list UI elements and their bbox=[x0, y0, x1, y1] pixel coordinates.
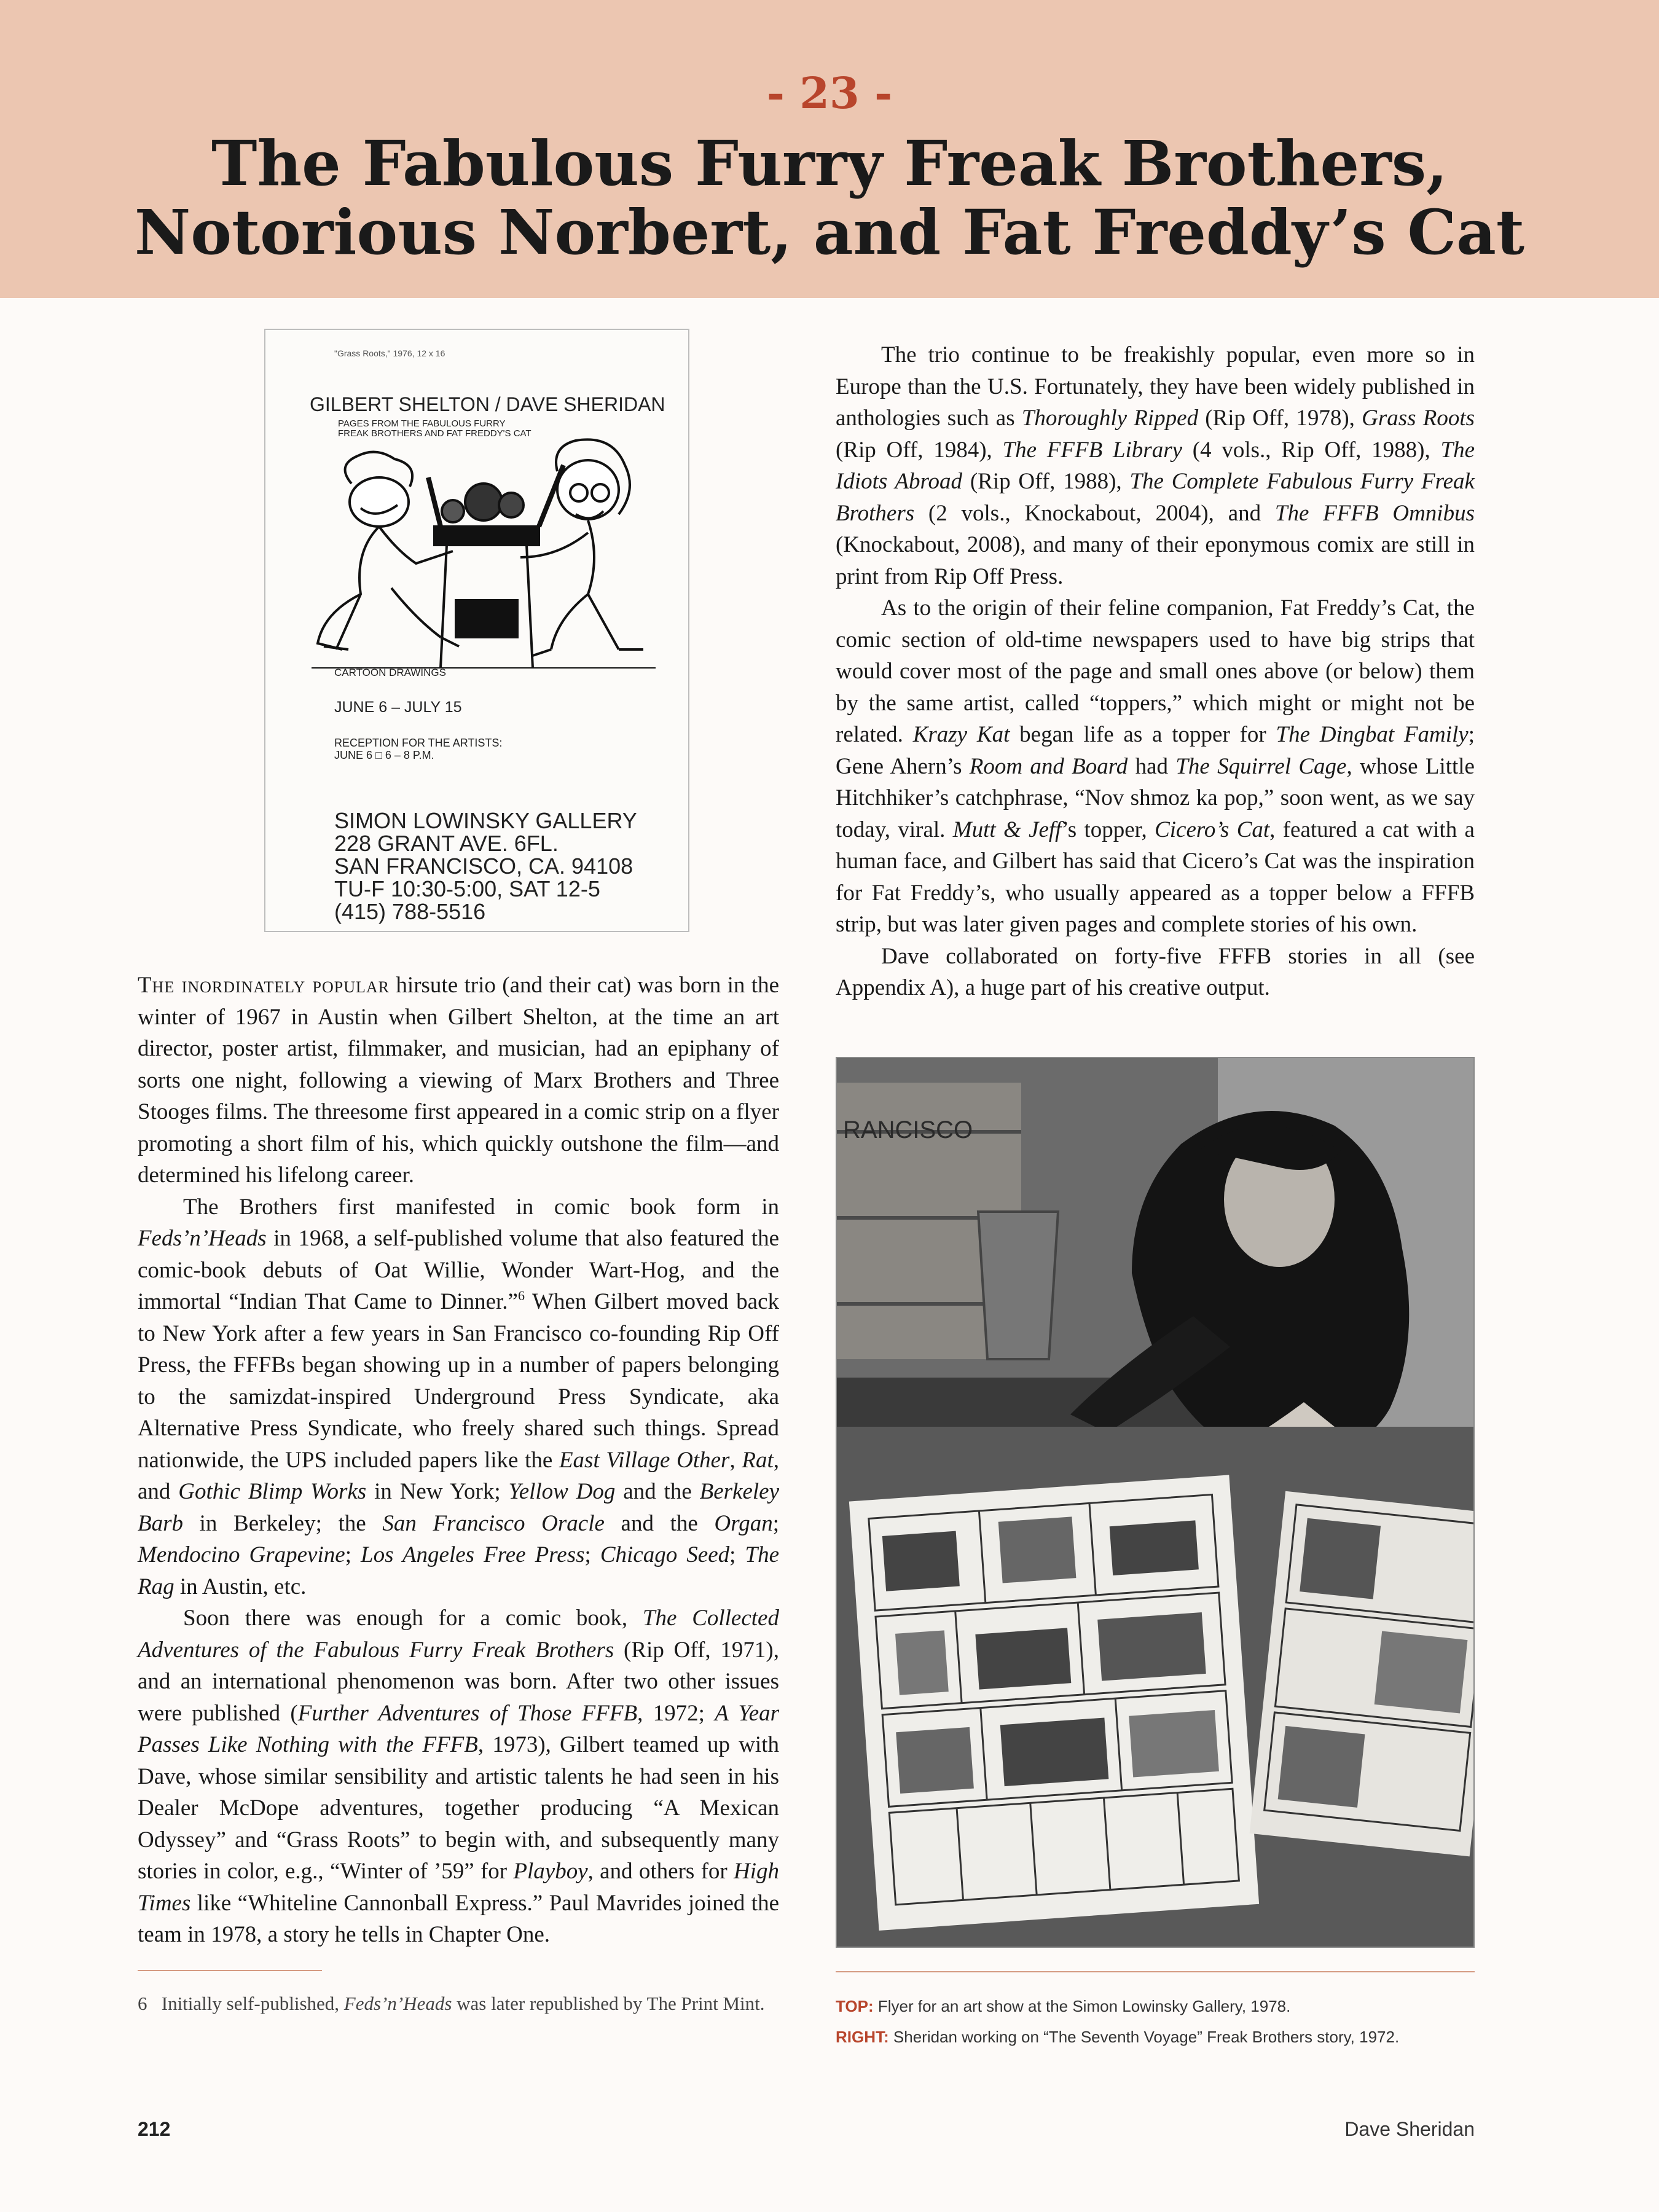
gallery-flyer bbox=[264, 329, 689, 932]
text-run: ; Gene Ahern’s bbox=[836, 722, 1475, 779]
text-run: (Rip Off, 1971), and an international phenomenon was born. After two other issues were published ( bbox=[138, 1637, 779, 1726]
page-number: 212 bbox=[138, 2118, 171, 2140]
italic-title: Los Angeles Free Press bbox=[361, 1542, 585, 1567]
italic-title: Yellow Dog bbox=[508, 1479, 616, 1504]
lead-in-small-caps: The inordinately popular bbox=[138, 973, 390, 998]
italic-title: East Village Other bbox=[559, 1447, 730, 1473]
chapter-title-line1: The Fabulous Furry Freak Brothers, bbox=[211, 127, 1448, 200]
flyer-gallery-info bbox=[334, 809, 637, 923]
footnote-ref: 6 bbox=[517, 1288, 525, 1303]
flyer-cartoon-label: CARTOON DRAWINGS bbox=[334, 667, 446, 678]
text-run: ; bbox=[772, 1510, 779, 1536]
footnote bbox=[138, 1988, 789, 2019]
italic-title: Feds’n’Heads bbox=[138, 1226, 267, 1251]
italic-title: Gothic Blimp Works bbox=[178, 1479, 367, 1504]
flyer-reception-line1: RECEPTION FOR THE ARTISTS: bbox=[334, 737, 503, 749]
caption-top-text: Flyer for an art show at the Simon Lowinsky Gallery, 1978. bbox=[873, 1997, 1291, 2015]
text-run: ’s topper, bbox=[1061, 817, 1155, 842]
italic-title: Krazy Kat bbox=[912, 722, 1010, 747]
italic-title: The FFFB Omnibus bbox=[1274, 500, 1475, 526]
text-run: , 1973), Gilbert teamed up with Dave, whose similar sensibility and artistic talents he had seen in his Dealer McDope adventures, together producing “A Mexican Odyssey” and “Grass Roots” to begin with, and subsequently many stories in color, e.g., “Winter of ’59” for bbox=[138, 1732, 779, 1884]
photo-captions bbox=[836, 1991, 1512, 2052]
photo-illustration bbox=[837, 1058, 1475, 1948]
footnote-text: Initially self-published, bbox=[161, 1993, 344, 2014]
text-run: , and others for bbox=[587, 1859, 734, 1884]
text-run: and the bbox=[615, 1479, 700, 1504]
flyer-dates: JUNE 6 – JULY 15 bbox=[334, 699, 462, 716]
text-run: When Gilbert moved back to New York after a few years in San Francisco co-founding Rip Off Press, the FFFBs began showing up in a number of papers belonging to the samizdat-inspired Underground Press Syndicate, aka Alternative Press Syndicate, who freely shared such things. Spread nationwide, the UPS included papers like the bbox=[138, 1289, 779, 1473]
text-run: , featured a cat with a human face, and Gilbert has said that Cicero’s Cat was the inspiration for Fat Freddy’s, who usually appeared as a topper below a FFFB strip, but was later given pages and complete stories of his own. bbox=[836, 817, 1475, 937]
text-run: (2 vols., Knockabout, 2004), and bbox=[914, 500, 1275, 526]
text-run: in 1968, a self-published volume that also featured the comic-book debuts of Oat Willie, Wonder Wart-Hog, and the immortal “Indian That Came to Dinner.” bbox=[138, 1226, 779, 1314]
running-head: Dave Sheridan bbox=[1344, 2118, 1475, 2140]
italic-title: Chicago Seed bbox=[600, 1542, 730, 1567]
caption-divider bbox=[836, 1971, 1475, 1972]
text-run: , bbox=[729, 1447, 742, 1473]
italic-title: San Francisco Oracle bbox=[382, 1510, 605, 1536]
crate-stencil-text: RANCISCO bbox=[843, 1116, 973, 1143]
text-run: (Rip Off, 1978), bbox=[1198, 406, 1362, 431]
italic-title: High Times bbox=[138, 1859, 779, 1916]
italic-title: Mutt & Jeff bbox=[952, 817, 1062, 842]
flyer-pages-line2: FREAK BROTHERS AND FAT FREDDY'S CAT bbox=[338, 428, 531, 439]
body-paragraph bbox=[836, 592, 1475, 941]
text-run: , 1972; bbox=[637, 1700, 715, 1726]
text-run: and the bbox=[604, 1510, 715, 1536]
flyer-gallery-name: SIMON LOWINSKY GALLERY bbox=[334, 808, 637, 833]
flyer-cartoon-illustration bbox=[299, 434, 662, 680]
text-run: ; bbox=[584, 1542, 600, 1567]
italic-title: Thoroughly Ripped bbox=[1021, 406, 1199, 431]
flyer-gallery-address2: SAN FRANCISCO, CA. 94108 bbox=[334, 853, 633, 879]
italic-title: The Idiots Abroad bbox=[836, 437, 1475, 494]
text-run: (4 vols., Rip Off, 1988), bbox=[1182, 437, 1441, 463]
text-run: (Rip Off, 1988), bbox=[962, 469, 1130, 494]
caption-top-label: TOP: bbox=[836, 1997, 874, 2015]
footnote-number: 6 bbox=[138, 1993, 147, 2014]
italic-title: A Year Passes Like Nothing with the FFFB bbox=[138, 1700, 780, 1757]
italic-title: The Complete Fabulous Furry Freak Brothers bbox=[836, 469, 1475, 526]
text-run: like “Whiteline Cannonball Express.” Paul Mavrides joined the team in 1978, a story he tells in Chapter One. bbox=[138, 1890, 779, 1947]
flyer-reception bbox=[334, 737, 502, 761]
caption-top bbox=[836, 1991, 1512, 2022]
italic-title: Further Adventures of Those FFFB bbox=[297, 1700, 638, 1726]
flyer-artists: GILBERT SHELTON / DAVE SHERIDAN bbox=[310, 393, 665, 415]
text-run: (Knockabout, 2008), and many of their eponymous comix are still in print from Rip Off Press. bbox=[836, 532, 1475, 589]
footnote-divider bbox=[138, 1970, 322, 1971]
chapter-header bbox=[0, 0, 1659, 298]
italic-title: Mendocino Grapevine bbox=[138, 1542, 345, 1567]
left-text-column bbox=[138, 970, 779, 1951]
chapter-number: - 23 - bbox=[766, 68, 893, 119]
italic-title: Rat bbox=[742, 1447, 774, 1473]
right-text-column bbox=[836, 339, 1475, 1004]
flyer-pages-line1: PAGES FROM THE FABULOUS FURRY bbox=[338, 418, 506, 429]
italic-title: The FFFB Library bbox=[1002, 437, 1183, 463]
italic-title: The Squirrel Cage bbox=[1175, 753, 1347, 779]
text-run: had bbox=[1128, 753, 1176, 779]
caption-right-label: RIGHT: bbox=[836, 2028, 889, 2046]
body-paragraph bbox=[138, 1191, 779, 1603]
text-run: (Rip Off, 1984), bbox=[836, 437, 1003, 463]
text-run: in Austin, etc. bbox=[174, 1574, 307, 1599]
caption-right bbox=[836, 2022, 1512, 2052]
text-run: ; bbox=[345, 1542, 361, 1567]
flyer-gallery-hours: TU-F 10:30-5:00, SAT 12-5 bbox=[334, 876, 600, 901]
text-run: , whose Little Hitchhiker’s catchphrase, “Nov shmoz ka pop,” soon went, as we say today, viral. bbox=[836, 753, 1475, 842]
flyer-reception-line2: JUNE 6 □ 6 – 8 P.M. bbox=[334, 749, 434, 761]
italic-title: The Dingbat Family bbox=[1276, 722, 1469, 747]
paragraph-text: hirsute trio (and their cat) was born in the winter of 1967 in Austin when Gilbert Shelton, at the time an art director, poster artist, filmmaker, and musician, had an epiphany of sorts one night, following a viewing of Marx Brothers and Three Stooges films. The threesome first appeared in a comic strip on a flyer promoting a short film of his, which quickly outshone the film—and determined his lifelong career. bbox=[138, 973, 780, 1188]
flyer-gallery-address1: 228 GRANT AVE. 6FL. bbox=[334, 831, 559, 856]
body-paragraph bbox=[138, 1602, 779, 1951]
text-run: Soon there was enough for a comic book, bbox=[183, 1606, 643, 1631]
italic-title: Playboy bbox=[513, 1859, 588, 1884]
caption-right-text: Sheridan working on “The Seventh Voyage” Freak Brothers story, 1972. bbox=[888, 2028, 1400, 2046]
italic-title: Organ bbox=[714, 1510, 773, 1536]
italic-title: Grass Roots bbox=[1362, 406, 1475, 431]
text-run: , and bbox=[138, 1447, 780, 1504]
text-run: began life as a topper for bbox=[1010, 722, 1276, 747]
text-run: The trio continue to be freakishly popular, even more so in Europe than the U.S. Fortunately, they have been widely published in anthologies such as bbox=[836, 342, 1475, 431]
italic-title: Berkeley Barb bbox=[138, 1479, 780, 1536]
footnote-text: was later republished by The Print Mint. bbox=[452, 1993, 765, 2014]
text-run: in Berkeley; the bbox=[183, 1510, 383, 1536]
footnote-italic-title: Feds’n’Heads bbox=[343, 1993, 452, 2014]
text-run: As to the origin of their feline companion, Fat Freddy’s Cat, the comic section of old-time newspapers used to have big strips that would cover most of the page and small ones above (or below) them by the same artist, called “toppers,” which might or might not be related. bbox=[836, 595, 1475, 747]
body-paragraph bbox=[836, 339, 1475, 592]
artist-at-work-photo bbox=[836, 1057, 1475, 1948]
body-paragraph bbox=[138, 970, 779, 1191]
text-run: ; bbox=[729, 1542, 745, 1567]
italic-title: Room and Board bbox=[969, 753, 1128, 779]
chapter-title-line2: Notorious Norbert, and Fat Freddy’s Cat bbox=[134, 196, 1525, 269]
text-run: The Brothers first manifested in comic book form in bbox=[183, 1194, 779, 1220]
italic-title: Cicero’s Cat bbox=[1155, 817, 1270, 842]
flyer-art-caption: "Grass Roots," 1976, 12 x 16 bbox=[334, 348, 445, 358]
body-paragraph: Dave collaborated on forty-five FFFB stories in all (see Appendix A), a huge part of his creative output. bbox=[836, 943, 1475, 1000]
text-run: in New York; bbox=[366, 1479, 509, 1504]
flyer-gallery-phone: (415) 788-5516 bbox=[334, 899, 486, 924]
italic-title: The Rag bbox=[138, 1542, 780, 1599]
chapter-title bbox=[61, 129, 1598, 267]
italic-title: The Collected Adventures of the Fabulous Furry Freak Brothers bbox=[138, 1606, 779, 1663]
